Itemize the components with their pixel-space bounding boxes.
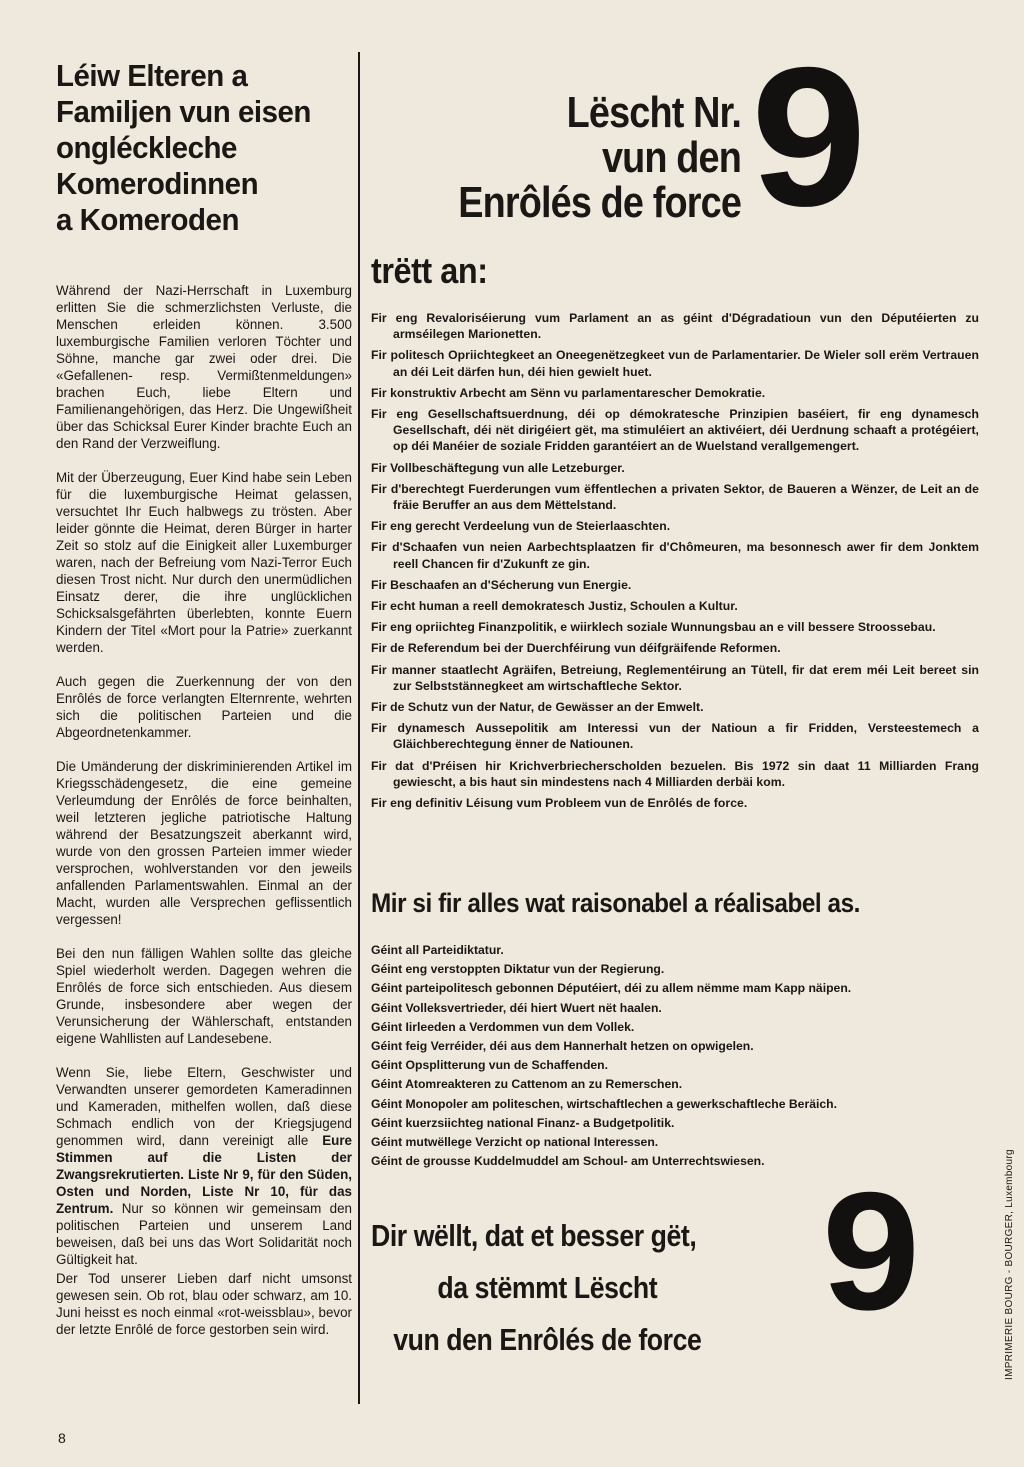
closing-line: vun den Enrôlés de force bbox=[393, 1322, 702, 1357]
list-headline bbox=[423, 90, 741, 225]
against-item: Géint mutwëllege Verzicht op national Interessen. bbox=[371, 1135, 659, 1150]
left-column bbox=[56, 58, 352, 1355]
left-title-line: Familjen vun eisen bbox=[56, 94, 311, 129]
demand-item: Fir d'berechtegt Fuerderungen vum ëffentlechen a privaten Sektor, de Baueren a Wënzer, de Leit an de fräie Beruffer an aus dem Mëttelstand. bbox=[371, 481, 979, 513]
headline-line: Lëscht Nr. bbox=[566, 88, 741, 137]
demand-item: Fir de Referendum bei der Duerchféirung vun déifgräifende Reformen. bbox=[371, 641, 781, 656]
demand-item: Fir eng Revaloriséierung vum Parlament an as géint d'Dégradatioun vun den Députéierten zu armséilegen Marionetten. bbox=[371, 311, 979, 342]
against-item: Géint Volleksvertrieder, déi hiert Wuert nët haalen. bbox=[371, 1000, 662, 1015]
demand-item: Fir eng gerecht Verdeelung vun de Steierlaaschten. bbox=[371, 519, 671, 534]
printer-imprint: IMPRIMERIE BOURG - BOURGER, Luxembourg bbox=[1004, 1149, 1015, 1380]
left-title bbox=[56, 58, 337, 238]
demand-item: Fir eng opriichteg Finanzpolitik, e wiirklech soziale Wunnungsbau an e vill bessere Stroossebau. bbox=[371, 620, 936, 635]
against-item: Géint eng verstoppten Diktatur vun der Regierung. bbox=[371, 962, 665, 977]
against-item: Géint Opsplitterung vun de Schaffenden. bbox=[371, 1058, 608, 1073]
against-item: Géint feig Verréider, déi aus dem Hannerhalt hetzen on opwigelen. bbox=[371, 1039, 754, 1054]
demand-item: Fir dat d'Préisen hir Krichverbriecherscholden bezuelen. Bis 1972 sin daat 11 Milliarden Frang gewiescht, a bis haut sin mindestens nach 4 Milliarden derbäi kom. bbox=[371, 758, 979, 789]
headline-line: Enrôlés de force bbox=[458, 178, 741, 227]
motto-heading: Mir si fir alles wat raisonabel a réalisabel as. bbox=[371, 888, 860, 918]
closing-line: da stëmmt Lëscht bbox=[437, 1270, 658, 1305]
demand-item: Fir eng Gesellschaftsuerdnung, déi op démokratesche Prinzipien baséiert, fir eng dynamesch Gesellschaft, déi nët dirigéiert gët, ma stimuléiert an aktivéiert, déi Uerdnung schaaft a protégéiert, op déi Manéier de soziale Fridden garantéiert an de Wuelstand verallgemengert. bbox=[371, 407, 979, 454]
left-title-line: Léiw Elteren a bbox=[56, 58, 248, 93]
demands-list bbox=[371, 310, 979, 816]
paragraph: Die Umänderung der diskriminierenden Artikel im Kriegsschädengesetz, die eine gemeine Verleumdung der Enrôlés de force beinhalten, weil letzteren jegliche patriotische Haltung während der Besatzungszeit aberkannt wird, wurde von den grossen Parteien immer wieder versprochen, wohlverstanden vor den jeweils anfallenden Parlamentswahlen. Einmal an der Macht, wurden alle Versprechen geflissentlich vergessen! bbox=[56, 759, 352, 927]
list-number-large: 9 bbox=[751, 26, 867, 247]
appeal-text-end: Nur so können wir gemeinsam den politischen Parteien und unserem Land beweisen, daß bei uns das Wort Solidarität noch Gültigkeit hat. bbox=[56, 1201, 352, 1267]
paragraph: Bei den nun fälligen Wahlen sollte das gleiche Spiel wiederholt werden. Dagegen wehren die Enrôlés de force sich entschieden. Aus diesem Grunde, insbesondere aber wegen der Verunsicherung der Wählerschaft, entstanden eigene Wahllisten auf Landesebene. bbox=[56, 946, 352, 1046]
paragraph: Während der Nazi-Herrschaft in Luxemburg erlitten Sie die schmerzlichsten Verluste, die Menschen erleiden können. 3.500 luxemburgische Familien verloren Töchter und Söhne, manche gar zwei oder drei. Die «Gefallenen- resp. Vermißtenmeldungen» brachen Euch, liebe Eltern und Familienangehörigen, das Herz. Die Ungewißheit über das Schicksal Eurer Kinder brachte Euch an den Rand der Verzweiflung. bbox=[56, 283, 352, 451]
against-list bbox=[371, 942, 979, 1172]
appeal-text: Wenn Sie, liebe Eltern, Geschwister und Verwandten unserer gemordeten Kameradinnen und Kameraden, mithelfen wollen, daß diese Schmach endlich von der Kriegsjugend genommen wird, dann vereinigt alle bbox=[56, 1065, 352, 1148]
paragraph-appeal bbox=[56, 1064, 352, 1268]
against-item: Géint Monopoler am politeschen, wirtschaftlechen a gewerkschaftleche Beräich. bbox=[371, 1096, 837, 1111]
list-number-large-bottom: 9 bbox=[822, 1157, 921, 1345]
against-item: Géint Iirleeden a Verdommen vun dem Vollek. bbox=[371, 1019, 635, 1034]
demand-item: Fir Vollbeschäftegung vun alle Letzeburger. bbox=[371, 460, 625, 475]
demand-item: Fir d'Schaafen vun neien Aarbechtsplaatzen fir d'Chômeuren, ma besonnesch awer fir dem Jonktem reell Chancen fir d'Zukunft ze gin. bbox=[371, 540, 979, 571]
appeal-bold-text: Eure Stimmen auf die Listen der Zwangsrekrutierten. Liste Nr 9, für den Süden, Osten und Norden, Liste Nr 10, für das Zentrum. bbox=[56, 1133, 352, 1216]
page-number: 8 bbox=[58, 1430, 66, 1446]
left-title-line: Komerodinnen bbox=[56, 166, 259, 201]
closing-line: Dir wëllt, dat et besser gët, bbox=[371, 1218, 697, 1253]
demand-item: Fir konstruktiv Arbecht am Sënn vu parlamentarescher Demokratie. bbox=[371, 385, 766, 400]
left-title-line: a Komeroden bbox=[56, 202, 239, 237]
left-title-line: ongléckleche bbox=[56, 130, 237, 165]
demand-item: Fir politesch Opriichtegkeet an Oneegenëtzegkeet vun de Parlamentarier. De Wieler soll erëm Vertrauen an déi Leit därfen hun, déi hien gewielt huet. bbox=[371, 348, 979, 379]
closing-slogan bbox=[371, 1210, 724, 1366]
demand-item: Fir Beschaafen an d'Sécherung vun Energie. bbox=[371, 577, 632, 592]
demand-item: Fir echt human a reell demokratesch Justiz, Schoulen a Kultur. bbox=[371, 599, 738, 614]
against-item: Géint de grousse Kuddelmuddel am Schoul- am Unterrechtswiesen. bbox=[371, 1154, 765, 1169]
demand-item: Fir eng definitiv Léisung vum Probleem vun de Enrôlés de force. bbox=[371, 796, 748, 811]
trett-an-heading: trëtt an: bbox=[371, 250, 488, 291]
demand-item: Fir manner staatlecht Agräifen, Betreiung, Reglementéirung an Tütell, fir dat erem méi Leit bereet sin zur Selbststännegkeet am wirtschaftleche Sektor. bbox=[371, 662, 979, 693]
column-divider bbox=[358, 52, 360, 1404]
against-item: Géint parteipolitesch gebonnen Députéiert, déi zu allem nëmme mam Kapp näipen. bbox=[371, 981, 852, 996]
against-item: Géint all Parteidiktatur. bbox=[371, 943, 504, 957]
demand-item: Fir dynamesch Aussepolitik am Interessi vun der Natioun a fir Fridden, Versteestemech a Gläichberechtegung ënner de Natiounen. bbox=[371, 721, 979, 752]
headline-line: vun den bbox=[601, 133, 741, 182]
demand-item: Fir de Schutz vun der Natur, de Gewässer an der Emwelt. bbox=[371, 700, 704, 715]
paragraph: Mit der Überzeugung, Euer Kind habe sein Leben für die luxemburgische Heimat gelassen, versuchtet Ihr Euch halbwegs zu trösten. Aber leider gönnte die Heimat, deren Bürger in harter Zeit so stolz auf die Einigkeit aller Luxemburger waren, nach der Befreiung vom Nazi-Terror Euch diesen Trost nicht. Nur durch den unermüdlichen Einsatz derer, die ihre unglücklichen Schicksalsgefährten überlebten, konnte Euern Kindern der Titel «Mort pour la Patrie» zuerkannt werden. bbox=[56, 470, 352, 655]
paragraph: Der Tod unserer Lieben darf nicht umsonst gewesen sein. Ob rot, blau oder schwarz, am 10. Juni heisst es noch einmal «rot-weissblau», bevor der letzte Enrôlé de force gestorben sein wird. bbox=[56, 1271, 352, 1337]
against-item: Géint kuerzsiichteg national Finanz- a Budgetpolitik. bbox=[371, 1115, 675, 1130]
against-item: Géint Atomreakteren zu Cattenom an zu Remerschen. bbox=[371, 1077, 683, 1092]
paragraph: Auch gegen die Zuerkennung der von den Enrôlés de force verlangten Elternrente, wehrten sich die politischen Parteien und die Abgeordnetenkammer. bbox=[56, 674, 352, 740]
